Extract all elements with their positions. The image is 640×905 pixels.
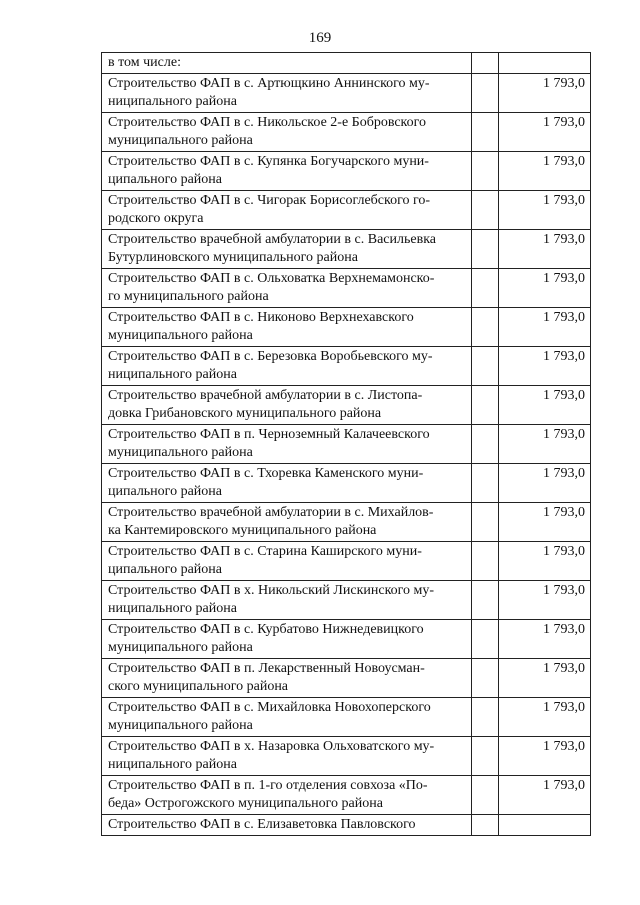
- item-name-cell: [102, 464, 472, 503]
- item-name-line: ниципального района: [108, 367, 237, 382]
- item-amount-cell: 1 793,0: [499, 542, 591, 581]
- item-name-cell: [102, 542, 472, 581]
- table-row: [102, 776, 591, 815]
- item-amount-cell: 1 793,0: [499, 737, 591, 776]
- table-row: [102, 542, 591, 581]
- table-row: [102, 620, 591, 659]
- item-name-line: Строительство ФАП в с. Никоново Верхнехавского: [108, 310, 414, 325]
- table-row: [102, 308, 591, 347]
- empty-cell: [472, 230, 499, 269]
- item-name-line: ципального района: [108, 172, 222, 187]
- table-row: [102, 425, 591, 464]
- item-name-cell: Строительство ФАП в с. Елизаветовка Павловского: [102, 815, 472, 836]
- empty-cell: [472, 659, 499, 698]
- empty-cell: [472, 464, 499, 503]
- empty-cell: [472, 53, 499, 74]
- item-name-cell: [102, 113, 472, 152]
- empty-cell: [472, 386, 499, 425]
- empty-cell: [472, 152, 499, 191]
- item-name-line: Строительство ФАП в п. Лекарственный Новоусман-: [108, 661, 425, 676]
- item-name-cell: [102, 620, 472, 659]
- table-row: [102, 503, 591, 542]
- item-name-line: Строительство ФАП в с. Никольское 2-е Бобровского: [108, 115, 427, 130]
- table-row: [102, 191, 591, 230]
- item-name-line: Строительство ФАП в с. Артющкино Аннинского му-: [108, 76, 430, 91]
- table-row: [102, 737, 591, 776]
- item-amount-cell: 1 793,0: [499, 347, 591, 386]
- item-amount-cell: 1 793,0: [499, 386, 591, 425]
- item-name-line: Строительство ФАП в п. Черноземный Калачеевского: [108, 427, 430, 442]
- item-name-line: Строительство ФАП в х. Назаровка Ольховатского му-: [108, 739, 435, 754]
- empty-cell: [472, 347, 499, 386]
- empty-cell: [472, 308, 499, 347]
- item-amount-cell: 1 793,0: [499, 425, 591, 464]
- item-name-cell: [102, 776, 472, 815]
- item-amount-cell: 1 793,0: [499, 659, 591, 698]
- item-name-line: Строительство ФАП в с. Тхоревка Каменского муни-: [108, 466, 424, 481]
- item-name-line: Строительство ФАП в с. Ольховатка Верхнемамонско-: [108, 271, 435, 286]
- item-name-cell: [102, 230, 472, 269]
- item-name-line: ского муниципального района: [108, 679, 289, 694]
- table-row: [102, 269, 591, 308]
- item-name-cell: [102, 269, 472, 308]
- item-name-line: ниципального района: [108, 94, 237, 109]
- empty-cell: [472, 74, 499, 113]
- item-name-cell: [102, 581, 472, 620]
- item-name-line: муниципального района: [108, 445, 253, 460]
- item-name-line: муниципального района: [108, 133, 253, 148]
- table-row: [102, 698, 591, 737]
- table-row: [102, 659, 591, 698]
- empty-cell: [472, 269, 499, 308]
- item-name-line: Строительство врачебной амбулатории в с. Листопа-: [108, 388, 423, 403]
- item-name-line: Строительство ФАП в с. Старина Каширского муни-: [108, 544, 422, 559]
- item-name-cell: [102, 737, 472, 776]
- item-name-cell: [102, 308, 472, 347]
- item-name-cell: [102, 659, 472, 698]
- item-name-line: ниципального района: [108, 757, 237, 772]
- item-amount-cell: 1 793,0: [499, 503, 591, 542]
- item-amount-cell: 1 793,0: [499, 620, 591, 659]
- item-name-line: муниципального района: [108, 328, 253, 343]
- empty-cell: [472, 542, 499, 581]
- empty-cell: [472, 581, 499, 620]
- item-amount-cell: 1 793,0: [499, 230, 591, 269]
- item-name-line: беда» Острогожского муниципального района: [108, 796, 383, 811]
- table-row: [102, 74, 591, 113]
- item-name-line: Строительство ФАП в с. Купянка Богучарского муни-: [108, 154, 429, 169]
- table-row: [102, 152, 591, 191]
- table-row: [102, 386, 591, 425]
- item-name-line: довка Грибановского муниципального района: [108, 406, 382, 421]
- empty-amount-cell: [499, 53, 591, 74]
- item-name-cell: [102, 347, 472, 386]
- item-name-cell: [102, 425, 472, 464]
- item-name-line: го муниципального района: [108, 289, 269, 304]
- item-amount-cell: 1 793,0: [499, 113, 591, 152]
- table-row-partial: [102, 815, 591, 836]
- item-name-line: ниципального района: [108, 601, 237, 616]
- item-name-cell: [102, 74, 472, 113]
- item-name-line: Строительство ФАП в с. Курбатово Нижнедевицкого: [108, 622, 424, 637]
- item-name-line: Строительство ФАП в с. Березовка Воробьевского му-: [108, 349, 433, 364]
- item-name-line: муниципального района: [108, 640, 253, 655]
- subheader-cell: в том числе:: [102, 53, 472, 74]
- budget-table: [101, 52, 591, 836]
- empty-cell: [472, 815, 499, 836]
- item-name-line: Строительство врачебной амбулатории в с. Михайлов-: [108, 505, 434, 520]
- table-row: [102, 230, 591, 269]
- item-amount-cell: 1 793,0: [499, 269, 591, 308]
- item-name-line: Строительство ФАП в х. Никольский Лискинского му-: [108, 583, 435, 598]
- item-name-line: Бутурлиновского муниципального района: [108, 250, 358, 265]
- item-amount-cell: 1 793,0: [499, 464, 591, 503]
- empty-cell: [472, 620, 499, 659]
- item-amount-cell: 1 793,0: [499, 152, 591, 191]
- item-name-line: ка Кантемировского муниципального района: [108, 523, 377, 538]
- item-name-cell: [102, 386, 472, 425]
- empty-cell: [472, 425, 499, 464]
- empty-cell: [472, 698, 499, 737]
- item-amount-cell: 1 793,0: [499, 191, 591, 230]
- table-row-subheader: [102, 53, 591, 74]
- item-amount-cell: 1 793,0: [499, 74, 591, 113]
- item-name-line: Строительство ФАП в с. Михайловка Новохоперского: [108, 700, 431, 715]
- empty-cell: [472, 191, 499, 230]
- item-name-cell: [102, 191, 472, 230]
- empty-cell: [472, 113, 499, 152]
- page-number: 169: [308, 30, 332, 46]
- item-name-line: муниципального района: [108, 718, 253, 733]
- table-row: [102, 464, 591, 503]
- empty-amount-cell: [499, 815, 591, 836]
- table-row: [102, 347, 591, 386]
- item-amount-cell: 1 793,0: [499, 776, 591, 815]
- item-amount-cell: 1 793,0: [499, 308, 591, 347]
- item-name-line: ципального района: [108, 484, 222, 499]
- item-name-line: Строительство ФАП в с. Чигорак Борисоглебского го-: [108, 193, 431, 208]
- empty-cell: [472, 737, 499, 776]
- item-name-cell: [102, 698, 472, 737]
- item-amount-cell: 1 793,0: [499, 698, 591, 737]
- empty-cell: [472, 776, 499, 815]
- empty-cell: [472, 503, 499, 542]
- item-name-cell: [102, 152, 472, 191]
- item-amount-cell: 1 793,0: [499, 581, 591, 620]
- item-name-line: ципального района: [108, 562, 222, 577]
- item-name-line: родского округа: [108, 211, 204, 226]
- item-name-line: Строительство ФАП в п. 1-го отделения совхоза «По-: [108, 778, 428, 793]
- item-name-cell: [102, 503, 472, 542]
- table-row: [102, 113, 591, 152]
- item-name-line: Строительство врачебной амбулатории в с. Васильевка: [108, 232, 436, 247]
- table-row: [102, 581, 591, 620]
